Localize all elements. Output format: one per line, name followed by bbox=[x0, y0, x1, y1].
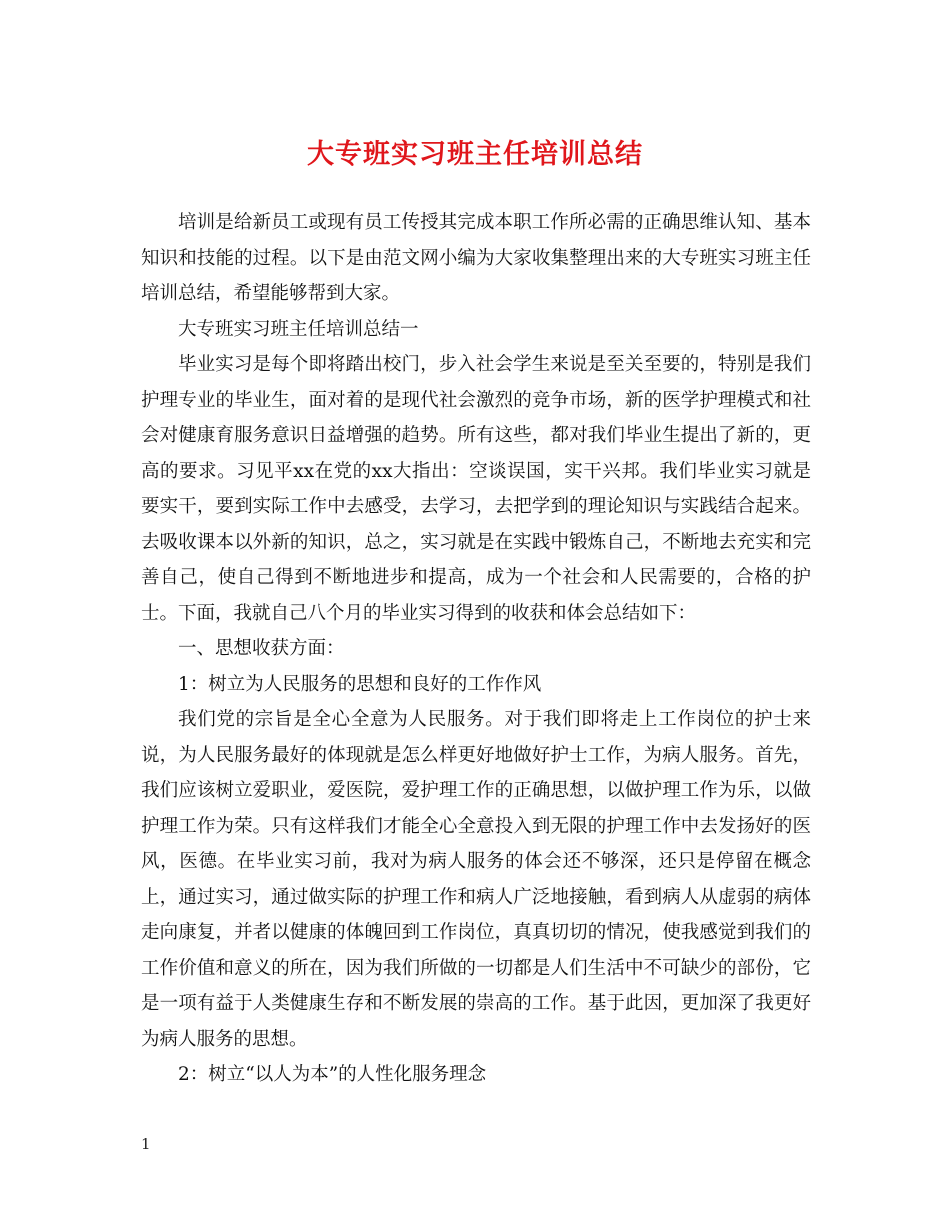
point-heading: 1：树立为人民服务的思想和良好的工作作风 bbox=[178, 673, 542, 695]
page-number: 1 bbox=[141, 1135, 151, 1153]
body-paragraph: 毕业实习是每个即将踏出校门，步入社会学生来说是至关至要的，特别是我们护理专业的毕业生，面对着的是现代社会激烈的竞争市场，新的医学护理模式和社会对健康育服务意识日益增强的趋势。所有这些，都对我们毕业生提出了新的，更高的要求。习见平xx在党的xx大指出：空谈误国，实干兴邦。我们毕业实习就是要实干，要到实际工作中去感受，去学习，去把学到的理论知识与实践结合起来。去吸收课本以外新的知识，总之，实习就是在实践中锻炼自己，不断地去充实和完善自己，使自己得到不断地进步和提高，成为一个社会和人民需要的，合格的护士。下面，我就自己八个月的毕业实习得到的收获和体会总结如下： bbox=[141, 354, 811, 624]
document-body bbox=[141, 205, 811, 1093]
point-heading: 2：树立“以人为本”的人性化服务理念 bbox=[178, 1064, 487, 1085]
intro-paragraph: 培训是给新员工或现有员工传授其完成本职工作所必需的正确思维认知、基本知识和技能的过程。以下是由范文网小编为大家收集整理出来的大专班实习班主任培训总结，希望能够帮到大家。 bbox=[141, 212, 811, 304]
subsection-heading: 一、思想收获方面： bbox=[178, 638, 345, 659]
document-title: 大专班实习班主任培训总结 bbox=[307, 139, 643, 170]
section-heading: 大专班实习班主任培训总结一 bbox=[178, 318, 419, 340]
body-paragraph: 我们党的宗旨是全心全意为人民服务。对于我们即将走上工作岗位的护士来说，为人民服务最好的体现就是怎么样更好地做好护士工作，为病人服务。首先，我们应该树立爱职业，爱医院，爱护理工作的正确思想，以做护理工作为乐，以做护理工作为荣。只有这样我们才能全心全意投入到无限的护理工作中去发扬好的医风，医德。在毕业实习前，我对为病人服务的体会还不够深，还只是停留在概念上，通过实习，通过做实际的护理工作和病人广泛地接触，看到病人从虚弱的病体走向康复，并者以健康的体魄回到工作岗位，真真切切的情况，使我感觉到我们的工作价值和意义的所在，因为我们所做的一切都是人们生活中不可缺少的部份，它是一项有益于人类健康生存和不断发展的崇高的工作。基于此因，更加深了我更好为病人服务的思想。 bbox=[141, 709, 811, 1050]
